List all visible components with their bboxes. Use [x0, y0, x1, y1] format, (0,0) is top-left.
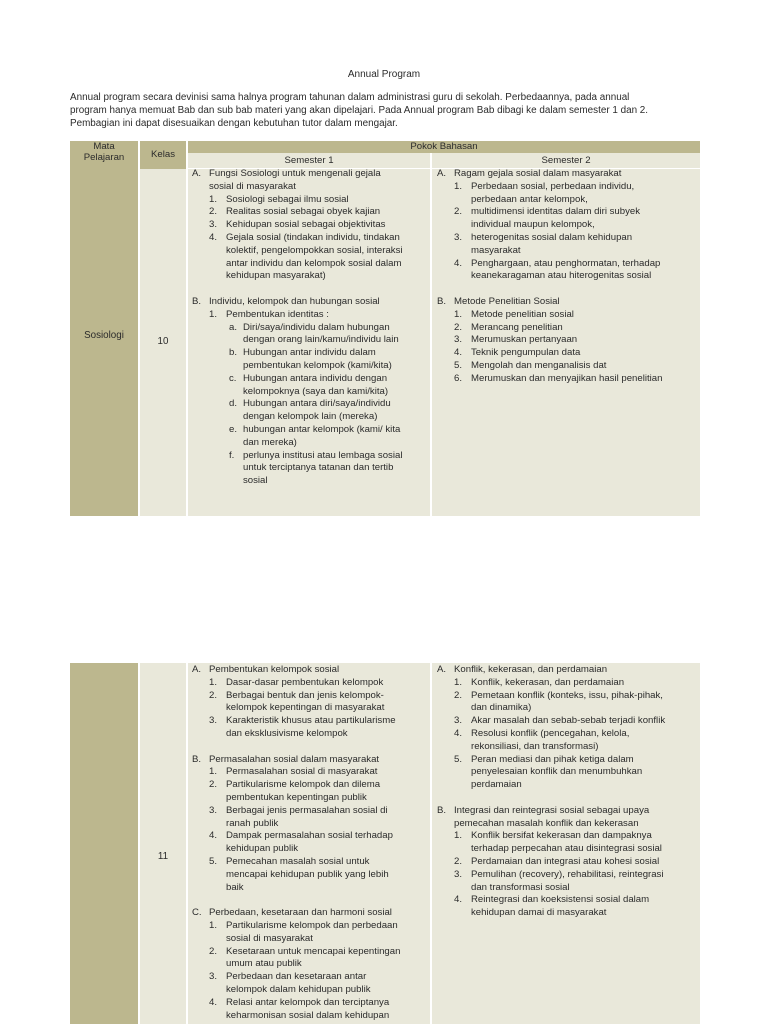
- list-text: Fungsi Sosiologi untuk mengenali gejala: [209, 168, 381, 179]
- list-item-line: [209, 869, 428, 882]
- list-text: Pemecahan masalah sosial untuk: [226, 855, 370, 867]
- list-item-line: [209, 856, 428, 869]
- list-marker: [454, 882, 471, 895]
- section-gap: [437, 283, 699, 296]
- list-text: sosial di masyarakat: [209, 180, 296, 192]
- list-text: kehidupan publik: [226, 843, 299, 855]
- list-text: rekonsiliasi, dan transformasi): [471, 740, 599, 752]
- list-text: mencapai kehidupan publik yang lebih: [226, 868, 389, 880]
- list-marker: 2.: [454, 855, 463, 867]
- list-item-line: [454, 309, 699, 322]
- list-marker: 3.: [209, 804, 218, 816]
- list-marker: 4.: [209, 996, 218, 1008]
- list-marker: [454, 702, 471, 715]
- list-marker: [454, 219, 471, 232]
- kelas-11: 11: [157, 851, 169, 862]
- list-item-line: [229, 360, 428, 373]
- list-marker: [229, 334, 243, 347]
- list-item-line: [229, 462, 428, 475]
- list-item-line: [209, 245, 428, 258]
- list-marker: [454, 779, 471, 792]
- list-text: Diri/saya/individu dalam hubungan: [243, 321, 390, 333]
- list-marker: 1.: [209, 919, 218, 931]
- row2-semester1-content: [192, 664, 428, 1022]
- list-marker: [229, 475, 243, 488]
- list-text: Dasar-dasar pembentukan kelompok: [226, 676, 384, 688]
- list-marker: [229, 386, 243, 399]
- list-text: Merumuskan pertanyaan: [471, 334, 578, 346]
- list-text: Hubungan antara individu dengan: [243, 372, 388, 384]
- list-item-line: [454, 677, 699, 690]
- list-item-line: [209, 258, 428, 271]
- list-item-line: [209, 779, 428, 792]
- section-heading-line: [437, 805, 699, 818]
- list-text: sosial di masyarakat: [226, 932, 313, 944]
- section-heading-line: [192, 754, 428, 767]
- list-item-line: [454, 869, 699, 882]
- list-marker: 2.: [454, 206, 463, 218]
- list-text: Permasalahan sosial dalam masyarakat: [209, 753, 380, 765]
- list-marker: C.: [192, 907, 202, 919]
- list-item-line: [209, 702, 428, 715]
- list-text: Pembentukan identitas :: [226, 308, 329, 320]
- list-marker: 4.: [209, 830, 218, 842]
- list-marker: 1.: [454, 308, 463, 320]
- list-text: Berbagai bentuk dan jenis kelompok-: [226, 689, 384, 701]
- list-item-line: [209, 933, 428, 946]
- list-text: Partikularisme kelompok dan dilema: [226, 779, 381, 791]
- section-heading-line: [437, 664, 699, 677]
- list-marker: [454, 843, 471, 856]
- list-item-line: [454, 843, 699, 856]
- list-text: Realitas sosial sebagai obyek kajian: [226, 206, 381, 218]
- section-gap: [192, 894, 428, 907]
- list-marker: 2.: [454, 689, 463, 701]
- list-text: pemecahan masalah konflik dan kekerasan: [454, 817, 639, 829]
- list-marker: 3.: [454, 231, 463, 243]
- list-marker: B.: [437, 295, 447, 307]
- section-heading-line: [437, 296, 699, 309]
- list-item-line: [454, 779, 699, 792]
- list-text: Merancang penelitian: [471, 321, 563, 333]
- list-text: multidimensi identitas dalam diri subyek: [471, 206, 641, 218]
- list-marker: f.: [229, 449, 235, 461]
- list-text: perlunya institusi atau lembaga sosial: [243, 449, 403, 461]
- list-item-line: [209, 766, 428, 779]
- list-item-line: [454, 766, 699, 779]
- list-text: keharmonisan sosial dalam kehidupan: [226, 1009, 390, 1021]
- list-marker: [454, 270, 471, 283]
- list-marker: A.: [437, 168, 447, 179]
- list-item-line: [454, 882, 699, 895]
- list-marker: 1.: [454, 676, 463, 688]
- list-text: dan mereka): [243, 436, 297, 448]
- list-item-line: [454, 219, 699, 232]
- list-marker: 1.: [454, 180, 463, 192]
- list-text: dan transformasi sosial: [471, 881, 570, 893]
- list-marker: 4.: [454, 347, 463, 359]
- list-marker: a.: [229, 321, 238, 333]
- list-marker: [229, 437, 243, 450]
- list-marker: d.: [229, 398, 238, 410]
- list-item-line: [454, 270, 699, 283]
- list-item-line: [229, 373, 428, 386]
- list-text: Kehidupan sosial sebagai objektivitas: [226, 219, 386, 231]
- list-text: Relasi antar kelompok dan terciptanya: [226, 996, 390, 1008]
- list-marker: 5.: [209, 855, 218, 867]
- list-text: Perbedaan dan kesetaraan antar: [226, 971, 367, 983]
- list-text: pembentukan kepentingan publik: [226, 791, 367, 803]
- list-item-line: [454, 754, 699, 767]
- list-item-line: [209, 677, 428, 690]
- header-kelas: Kelas: [151, 149, 175, 160]
- list-text: pembentukan kelompok (kami/kita): [243, 359, 392, 371]
- list-text: penyelesaian konflik dan menumbuhkan: [471, 766, 643, 778]
- list-marker: 5.: [454, 359, 463, 371]
- kelas-10: 10: [157, 336, 169, 347]
- intro-line: program hanya memuat Bab dan sub bab materi yang akan dipelajari. Pada Annual program Bab dibagi ke dalam semester 1 dan 2.: [70, 105, 649, 116]
- list-marker: A.: [192, 664, 202, 675]
- list-text: dengan orang lain/kamu/individu lain: [243, 334, 399, 346]
- list-item-line: [209, 818, 428, 831]
- list-text: perbedaan antar kelompok,: [471, 193, 588, 205]
- list-marker: [209, 245, 226, 258]
- list-item-line: [454, 728, 699, 741]
- list-text: kelompok dalam kehidupan publik: [226, 983, 371, 995]
- list-marker: 3.: [209, 971, 218, 983]
- list-text: ranah publik: [226, 817, 279, 829]
- list-item-line: [209, 194, 428, 207]
- list-text: kelompoknya (saya dan kami/kita): [243, 385, 389, 397]
- list-text: dan eksklusivisme kelompok: [226, 727, 348, 739]
- list-item-line: [454, 206, 699, 219]
- list-marker: [209, 869, 226, 882]
- list-item-line: [229, 437, 428, 450]
- list-item-line: [209, 971, 428, 984]
- list-marker: [209, 702, 226, 715]
- column-mapel-bg: [70, 141, 138, 516]
- list-marker: 2.: [209, 779, 218, 791]
- section-heading-line: [192, 168, 428, 181]
- list-item-line: [454, 830, 699, 843]
- list-text: Mengolah dan menganalisis dat: [471, 359, 607, 371]
- list-text: Integrasi dan reintegrasi sosial sebagai upaya: [454, 804, 650, 816]
- section-heading-line: [192, 664, 428, 677]
- list-text: Teknik pengumpulan data: [471, 347, 581, 359]
- list-text: Reintegrasi dan koeksistensi sosial dalam: [471, 894, 650, 906]
- list-marker: B.: [192, 295, 202, 307]
- intro-line: Annual program secara devinisi sama halnya program tahunan dalam administrasi guru di sekolah. Perbedaannya, pada annual: [70, 92, 630, 103]
- list-item-line: [454, 245, 699, 258]
- list-text: masyarakat: [471, 244, 521, 256]
- list-marker: 1.: [209, 193, 218, 205]
- list-text: Sosiologi sebagai ilmu sosial: [226, 193, 349, 205]
- row1-semester1-content: [192, 168, 428, 488]
- list-marker: 1.: [209, 676, 218, 688]
- list-item-line: [454, 232, 699, 245]
- list-text: umum atau publik: [226, 958, 302, 970]
- list-text: Resolusi konflik (pencegahan, kelola,: [471, 727, 630, 739]
- header-mapel-line1: Mata: [93, 141, 115, 152]
- list-marker: [209, 270, 226, 283]
- list-marker: 3.: [209, 219, 218, 231]
- list-item-line: [209, 984, 428, 997]
- list-text: Individu, kelompok dan hubungan sosial: [209, 295, 380, 307]
- list-marker: [454, 194, 471, 207]
- list-item-line: [229, 347, 428, 360]
- list-item-line: [454, 894, 699, 907]
- column-mapel-bg: [70, 663, 138, 1024]
- list-marker: b.: [229, 347, 238, 359]
- list-item-line: [229, 386, 428, 399]
- list-marker: [229, 411, 243, 424]
- list-text: perdamaian: [471, 779, 522, 791]
- list-item-line: [229, 398, 428, 411]
- list-item-line: [209, 997, 428, 1010]
- section-heading-line: [437, 818, 699, 831]
- list-marker: [209, 933, 226, 946]
- list-marker: [209, 958, 226, 971]
- list-item-line: [454, 702, 699, 715]
- list-text: Karakteristik khusus atau partikularisme: [226, 715, 396, 727]
- list-text: kehidupan damai di masyarakat: [471, 907, 607, 919]
- list-marker: c.: [229, 372, 237, 384]
- document-title: Annual Program: [347, 69, 421, 80]
- list-item-line: [454, 715, 699, 728]
- list-text: Perbedaan sosial, perbedaan individu,: [471, 180, 635, 192]
- list-marker: [209, 882, 226, 895]
- list-item-line: [454, 856, 699, 869]
- list-marker: 4.: [209, 231, 218, 243]
- list-item-line: [209, 805, 428, 818]
- list-item-line: [209, 882, 428, 895]
- list-text: Akar masalah dan sebab-sebab terjadi konflik: [471, 715, 666, 727]
- list-marker: 3.: [209, 715, 218, 727]
- section-gap: [192, 741, 428, 754]
- list-item-line: [229, 424, 428, 437]
- list-item-line: [454, 360, 699, 373]
- section-heading-line: [192, 296, 428, 309]
- list-item-line: [454, 322, 699, 335]
- list-marker: 5.: [454, 753, 463, 765]
- list-item-line: [454, 907, 699, 920]
- list-text: Konflik bersifat kekerasan dan dampaknya: [471, 830, 652, 842]
- list-text: Konflik, kekerasan, dan perdamaian: [471, 676, 625, 688]
- header-mata-pelajaran: [70, 141, 138, 163]
- list-text: antar individu dan kelompok sosial dalam: [226, 257, 402, 269]
- list-text: Konflik, kekerasan, dan perdamaian: [454, 664, 608, 675]
- list-item-line: [209, 830, 428, 843]
- section-heading-line: [192, 907, 428, 920]
- list-text: kehidupan masyarakat): [226, 270, 326, 282]
- list-text: kelompok kepentingan di masyarakat: [226, 702, 385, 714]
- list-text: sosial: [243, 475, 268, 487]
- header-semester-2: Semester 2: [541, 155, 591, 166]
- list-text: Pemetaan konflik (konteks, issu, pihak-pihak,: [471, 689, 663, 701]
- mapel-sosiologi: Sosiologi: [84, 330, 124, 341]
- list-item-line: [454, 258, 699, 271]
- list-item-line: [454, 194, 699, 207]
- list-text: Perdamaian dan integrasi atau kohesi sosial: [471, 855, 660, 867]
- list-text: Partikularisme kelompok dan perbedaan: [226, 919, 398, 931]
- section-gap: [437, 792, 699, 805]
- list-item-line: [229, 450, 428, 463]
- list-text: Perbedaan, kesetaraan dan harmoni sosial: [209, 907, 392, 919]
- header-semester-1: Semester 1: [284, 155, 334, 166]
- list-item-line: [229, 334, 428, 347]
- list-item-line: [209, 792, 428, 805]
- list-text: Pembentukan kelompok sosial: [209, 664, 340, 675]
- list-marker: 2.: [209, 206, 218, 218]
- list-marker: B.: [192, 753, 202, 765]
- list-item-line: [209, 1010, 428, 1023]
- list-item-line: [454, 741, 699, 754]
- list-marker: 1.: [209, 766, 218, 778]
- header-pokok-bahasan: Pokok Bahasan: [410, 141, 478, 152]
- intro-line: Pembagian ini dapat disesuaikan dengan kebutuhan tutor dalam mengajar.: [70, 118, 398, 129]
- list-marker: 3.: [454, 868, 463, 880]
- list-marker: 2.: [209, 689, 218, 701]
- list-text: Penghargaan, atau penghormatan, terhadap: [471, 257, 661, 269]
- list-marker: e.: [229, 423, 238, 435]
- row1-semester2-content: [437, 168, 699, 386]
- list-item-line: [209, 219, 428, 232]
- list-marker: [209, 792, 226, 805]
- list-marker: [454, 907, 471, 920]
- list-item-line: [209, 843, 428, 856]
- list-item-line: [209, 715, 428, 728]
- list-marker: [192, 181, 209, 194]
- list-text: untuk terciptanya tatanan dan tertib: [243, 462, 394, 474]
- list-text: Hubungan antara diri/saya/individu: [243, 398, 391, 410]
- list-item-line: [209, 728, 428, 741]
- list-text: baik: [226, 881, 244, 893]
- list-item-line: [209, 270, 428, 283]
- list-item-line: [229, 475, 428, 488]
- list-marker: 2.: [454, 321, 463, 333]
- list-marker: 6.: [454, 372, 463, 384]
- list-text: keanekaragaman atau hiterogenitas sosial: [471, 270, 652, 282]
- list-text: Kesetaraan untuk mencapai kepentingan: [226, 945, 401, 957]
- list-text: heterogenitas sosial dalam kehidupan: [471, 231, 633, 243]
- list-text: individual maupun kelompok,: [471, 219, 595, 231]
- list-marker: A.: [192, 168, 202, 179]
- list-item-line: [209, 946, 428, 959]
- list-marker: B.: [437, 804, 447, 816]
- list-marker: [209, 1010, 226, 1023]
- section-heading-line: [192, 181, 428, 194]
- list-marker: 2.: [209, 945, 218, 957]
- list-marker: 3.: [454, 334, 463, 346]
- list-item-line: [229, 411, 428, 424]
- list-text: Hubungan antar individu dalam: [243, 347, 376, 359]
- list-marker: [209, 728, 226, 741]
- list-marker: [437, 818, 454, 831]
- list-item-line: [209, 920, 428, 933]
- list-marker: [209, 258, 226, 271]
- intro-paragraph: [70, 91, 702, 130]
- list-item-line: [454, 373, 699, 386]
- list-text: Pemulihan (recovery), rehabilitasi, reintegrasi: [471, 868, 664, 880]
- list-text: Metode Penelitian Sosial: [454, 295, 560, 307]
- list-text: Berbagai jenis permasalahan sosial di: [226, 804, 388, 816]
- list-text: terhadap perpecahan atau disintegrasi sosial: [471, 843, 662, 855]
- list-marker: [454, 245, 471, 258]
- list-marker: [209, 984, 226, 997]
- list-marker: [454, 766, 471, 779]
- list-item-line: [209, 958, 428, 971]
- list-text: Merumuskan dan menyajikan hasil penelitian: [471, 372, 663, 384]
- list-marker: [229, 462, 243, 475]
- list-text: Peran mediasi dan pihak ketiga dalam: [471, 753, 634, 765]
- list-item-line: [209, 309, 428, 322]
- list-text: kolektif, pengelompokkan sosial, interaksi: [226, 244, 403, 256]
- list-marker: A.: [437, 664, 447, 675]
- list-item-line: [454, 690, 699, 703]
- list-text: Metode penelitian sosial: [471, 308, 574, 320]
- list-marker: 1.: [454, 830, 463, 842]
- list-item-line: [454, 181, 699, 194]
- list-item-line: [454, 347, 699, 360]
- list-marker: 4.: [454, 727, 463, 739]
- list-item-line: [209, 232, 428, 245]
- section-gap: [192, 283, 428, 296]
- list-text: dan dinamika): [471, 702, 532, 714]
- list-text: Dampak permasalahan sosial terhadap: [226, 830, 393, 842]
- list-text: Gejala sosial (tindakan individu, tindakan: [226, 231, 400, 243]
- list-marker: 3.: [454, 715, 463, 727]
- column-kelas-bg: [140, 663, 186, 1024]
- list-item-line: [454, 334, 699, 347]
- list-item-line: [209, 690, 428, 703]
- list-marker: [454, 741, 471, 754]
- list-marker: [209, 843, 226, 856]
- list-text: Permasalahan sosial di masyarakat: [226, 766, 378, 778]
- list-marker: [229, 360, 243, 373]
- list-marker: 4.: [454, 894, 463, 906]
- list-marker: 4.: [454, 257, 463, 269]
- list-text: dengan kelompok lain (mereka): [243, 411, 378, 423]
- list-item-line: [209, 206, 428, 219]
- list-text: Ragam gejala sosial dalam masyarakat: [454, 168, 622, 179]
- header-mapel-line2: Pelajaran: [83, 152, 125, 163]
- list-text: hubungan antar kelompok (kami/ kita: [243, 423, 401, 435]
- list-marker: [209, 818, 226, 831]
- list-marker: 1.: [209, 308, 218, 320]
- row2-semester2-content: [437, 664, 699, 920]
- section-heading-line: [437, 168, 699, 181]
- list-item-line: [229, 322, 428, 335]
